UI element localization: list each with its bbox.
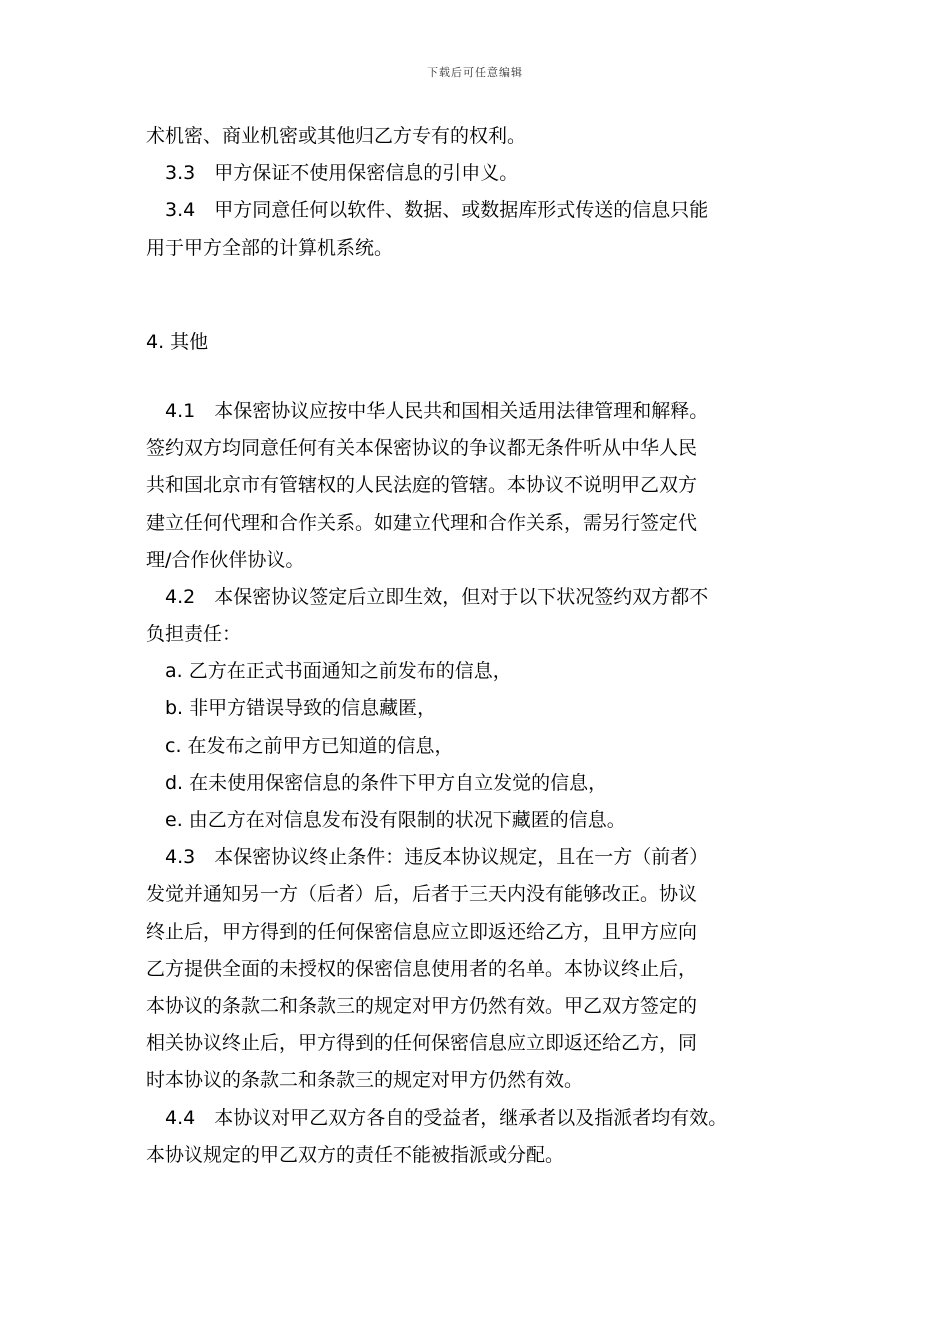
list-item-b: b. 非甲方错误导致的信息藏匿， <box>165 697 437 720</box>
clause-4-3: 4.3 本保密协议终止条件：违反本协议规定，且在一方（前者） <box>165 846 709 869</box>
text-line: 本协议规定的甲乙双方的责任不能被指派或分配。 <box>146 1143 565 1166</box>
text-line: 相关协议终止后，甲方得到的任何保密信息应立即返还给乙方，同 <box>146 1032 698 1055</box>
text-line: 时本协议的条款二和条款三的规定对甲方仍然有效。 <box>146 1069 584 1092</box>
clause-4-1: 4.1 本保密协议应按中华人民共和国相关适用法律管理和解释。 <box>165 399 709 422</box>
text-line: 本协议的条款二和条款三的规定对甲方仍然有效。甲乙双方签定的 <box>146 994 698 1017</box>
text-line: 建立任何代理和合作关系。如建立代理和合作关系，需另行签定代 <box>146 511 698 534</box>
text-line: 用于甲方全部的计算机系统。 <box>146 236 394 259</box>
section-heading-4: 4. 其他 <box>146 330 209 353</box>
clause-3-4: 3.4 甲方同意任何以软件、数据、或数据库形式传送的信息只能 <box>165 199 709 222</box>
list-item-c: c. 在发布之前甲方已知道的信息， <box>165 734 454 757</box>
clause-3-3: 3.3 甲方保证不使用保密信息的引申义。 <box>165 162 519 185</box>
text-line: 终止后，甲方得到的任何保密信息应立即返还给乙方，且甲方应向 <box>146 920 698 943</box>
list-item-d: d. 在未使用保密信息的条件下甲方自立发觉的信息， <box>165 771 608 794</box>
document-body <box>146 118 836 1174</box>
clause-4-2: 4.2 本保密协议签定后立即生效，但对于以下状况签约双方都不 <box>165 585 709 608</box>
list-item-e: e. 由乙方在对信息发布没有限制的状况下藏匿的信息。 <box>165 809 626 831</box>
text-line: 共和国北京市有管辖权的人民法庭的管辖。本协议不说明甲乙双方 <box>146 474 698 497</box>
text-line: 负担责任： <box>146 623 242 646</box>
text-line: 乙方提供全面的未授权的保密信息使用者的名单。本协议终止后， <box>146 957 698 980</box>
clause-4-4: 4.4 本协议对甲乙双方各自的受益者，继承者以及指派者均有效。 <box>165 1106 728 1129</box>
text-line: 理/合作伙伴协议。 <box>146 548 305 571</box>
list-item-a: a. 乙方在正式书面通知之前发布的信息， <box>165 660 512 683</box>
text-line: 发觉并通知另一方（后者）后，后者于三天内没有能够改正。协议 <box>146 883 698 906</box>
text-line: 签约双方均同意任何有关本保密协议的争议都无条件听从中华人民 <box>146 437 698 460</box>
page-header: 下载后可任意编辑 <box>427 66 523 79</box>
text-line: 术机密、商业机密或其他归乙方专有的权利。 <box>146 125 527 147</box>
